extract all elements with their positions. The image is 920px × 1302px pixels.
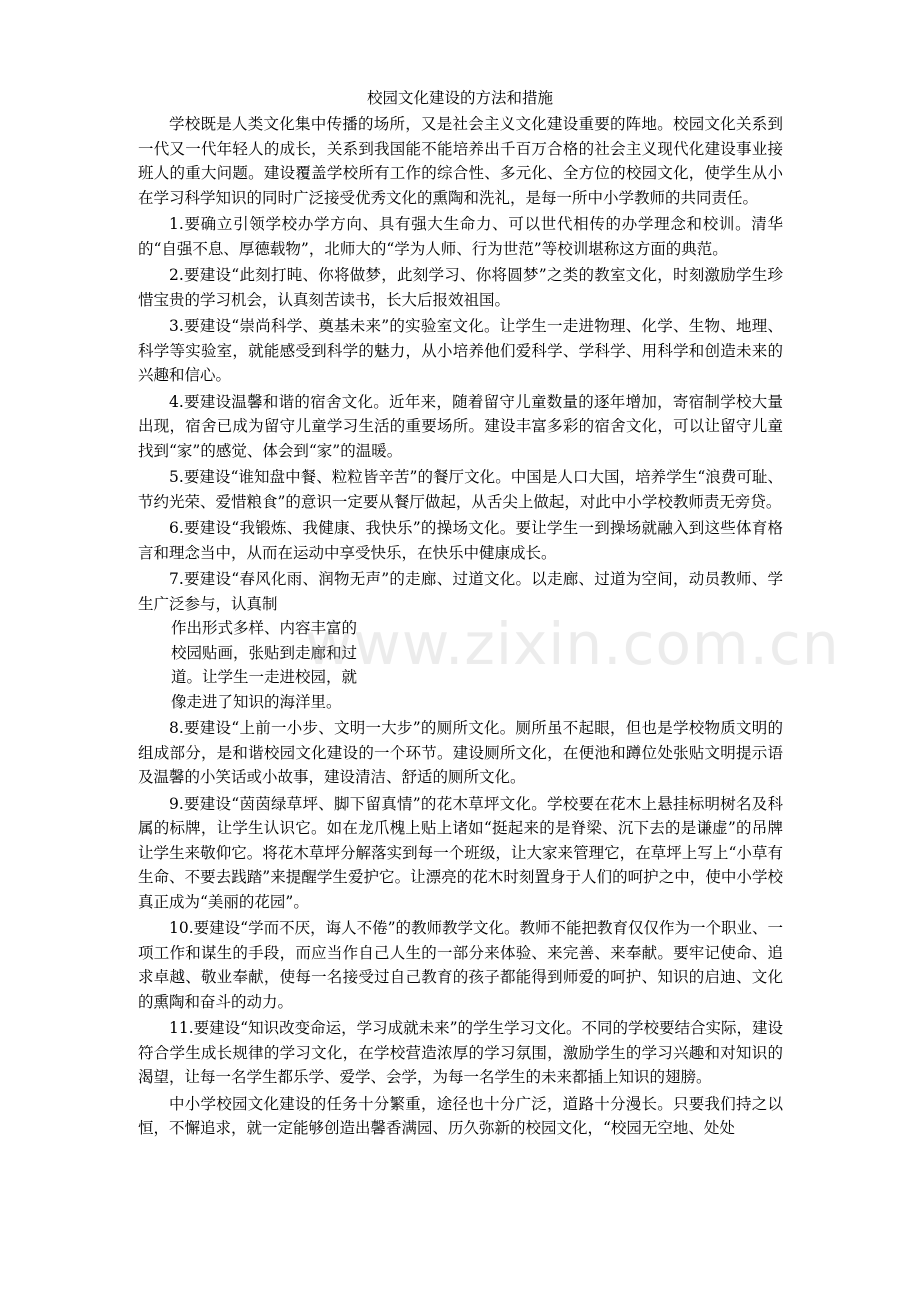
intro-paragraph: 学校既是人类文化集中传播的场所，又是社会主义文化建设重要的阵地。校园文化关系到一代又一代年轻人的成长，关系到我国能不能培养出千百万合格的社会主义现代化建设事业接班人的重大问题。建设覆盖学校所有工作的综合性、多元化、全方位的校园文化，使学生从小在学习科学知识的同时广泛接受优秀文化的熏陶和洗礼，是每一所中小学教师的共同责任。 [138, 115, 783, 207]
item-paragraph-6: 6.要建设“我锻炼、我健康、我快乐”的操场文化。要让学生一到操场就融入到这些体育格言和理念当中，从而在运动中享受快乐，在快乐中健康成长。 [138, 519, 783, 562]
item-paragraph-1: 1.要确立引领学校办学方向、具有强大生命力、可以世代相传的办学理念和校训。清华的“自强不息、厚德载物”，北师大的“学为人师、行为世范”等校训堪称这方面的典范。 [138, 215, 783, 258]
item-paragraph-2: 2.要建设“此刻打盹、你将做梦，此刻学习、你将圆梦”之类的教室文化，时刻激励学生珍惜宝贵的学习机会，认真刻苦读书，长大后报效祖国。 [138, 266, 783, 309]
item-paragraph-9: 9.要建设“茵茵绿草坪、脚下留真情”的花木草坪文化。学校要在花木上悬挂标明树名及科属的标牌，让学生认识它。如在龙爪槐上贴上诸如“挺起来的是脊梁、沉下去的是谦虚”的吊牌让学生来敬仰它。将花木草坪分解落实到每一个班级，让大家来管理它，在草坪上写上“小草有生命、不要去践踏”来提醒学生爱护它。让漂亮的花木时刻置身于人们的呵护之中，使中小学校真正成为“美丽的花园”。 [138, 794, 783, 911]
conclusion-paragraph: 中小学校园文化建设的任务十分繁重，途径也十分广泛，道路十分漫长。只要我们持之以恒，不懈追求，就一定能够创造出馨香满园、历久弥新的校园文化，“校园无空地、处处 [138, 1094, 783, 1137]
item-7-line: 像走进了知识的海洋里。 [171, 692, 342, 711]
watermark: www.zixin.com.cn [305, 610, 840, 678]
item-7-line: 校园贴画，张贴到走廊和过 [171, 643, 358, 662]
item-7-line: 道。让学生一走进校园，就 [171, 668, 358, 686]
item-paragraph-10: 10.要建设“学而不厌，诲人不倦”的教师教学文化。教师不能把教育仅仅作为一个职业、一项工作和谋生的手段，而应当作自己人生的一部分来体验、来完善、来奉献。要牢记使命、追求卓越、敬业奉献，使每一名接受过自己教育的孩子都能得到师爱的呵护、知识的启迪、文化的熏陶和奋斗的动力。 [138, 919, 784, 1011]
document-body [138, 112, 783, 1143]
item-paragraph-5: 5.要建设“谁知盘中餐、粒粒皆辛苦”的餐厅文化。中国是人口大国，培养学生“浪费可耻、节约光荣、爱惜粮食”的意识一定要从餐厅做起，从舌尖上做起，对此中小学校教师责无旁贷。 [138, 468, 783, 511]
item-paragraph-3: 3.要建设“崇尚科学、奠基未来”的实验室文化。让学生一走进物理、化学、生物、地理、科学等实验室，就能感受到科学的魅力，从小培养他们爱科学、学科学、用科学和创造未来的兴趣和信心。 [138, 317, 783, 384]
item-paragraph-4: 4.要建设温馨和谐的宿舍文化。近年来，随着留守儿童数量的逐年增加，寄宿制学校大量出现，宿舍已成为留守儿童学习生活的重要场所。建设丰富多彩的宿舍文化，可以让留守儿童找到“家”的感觉、体会到“家”的温暖。 [138, 392, 783, 460]
item-paragraph-8: 8.要建设“上前一小步、文明一大步”的厕所文化。厕所虽不起眼，但也是学校物质文明的组成部分，是和谐校园文化建设的一个环节。建设厕所文化，在便池和蹲位处张贴文明提示语及温馨的小笑话或小故事，建设清洁、舒适的厕所文化。 [138, 719, 783, 786]
document-title: 校园文化建设的方法和措施 [366, 89, 553, 107]
item-7-line: 作出形式多样、内容丰富的 [171, 619, 358, 637]
item-paragraph-7: 7.要建设“春风化雨、润物无声”的走廊、过道文化。以走廊、过道为空间，动员教师、学生广泛参与，认真制 [138, 570, 783, 613]
item-paragraph-11: 11.要建设“知识改变命运，学习成就未来”的学生学习文化。不同的学校要结合实际，建设符合学生成长规律的学习文化，在学校营造浓厚的学习氛围，激励学生的学习兴趣和对知识的渴望，让每一名学生都乐学、爱学、会学，为每一名学生的未来都插上知识的翅膀。 [138, 1019, 784, 1086]
